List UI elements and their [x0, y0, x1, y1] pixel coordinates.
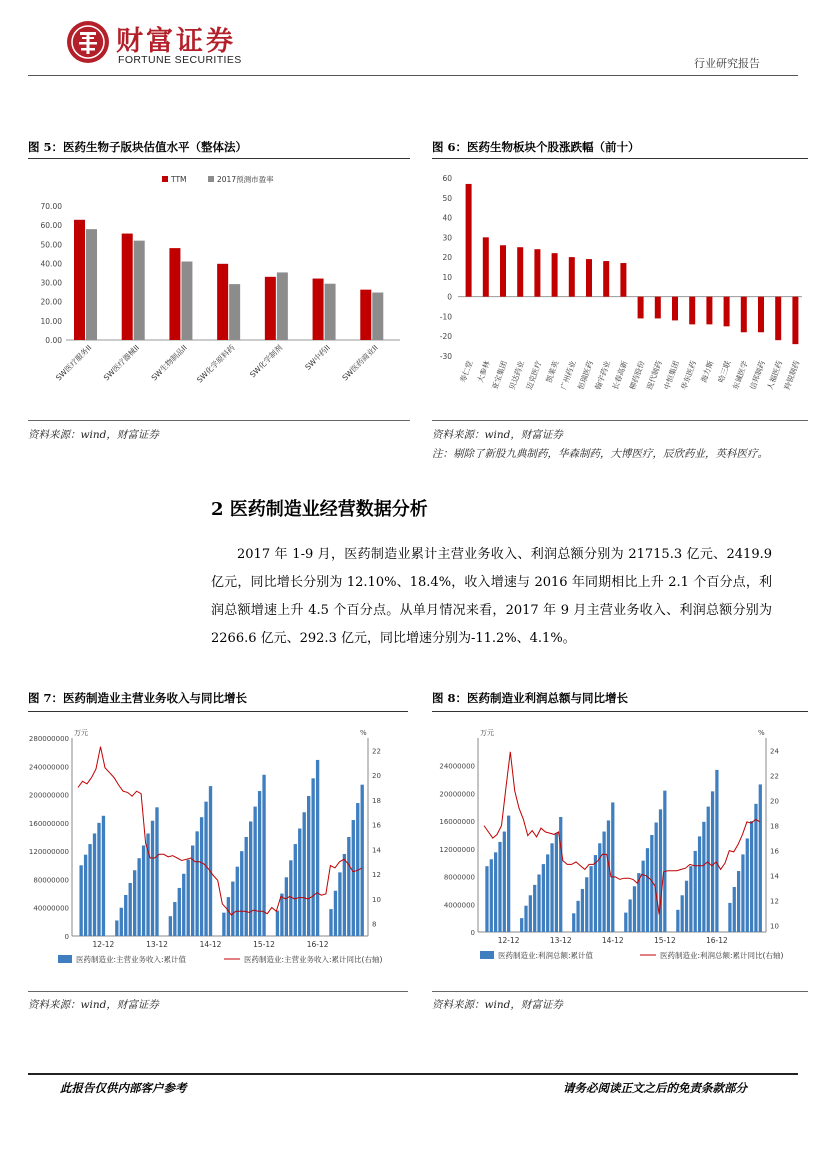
fig8-bar: [633, 886, 636, 932]
fig8-bar: [581, 889, 584, 932]
fig8-legend-bar: 医药制造业:利润总额:累计值: [498, 951, 594, 960]
fig8-growth-line: [484, 752, 760, 915]
fig5-bar-forecast: [181, 262, 192, 340]
fig8-bar: [728, 903, 731, 932]
fig6-bar: [534, 249, 540, 296]
fig8-right-tick: 10: [770, 922, 779, 931]
fig6-y-tick: 10: [442, 272, 452, 282]
fig6-x-label: 中恒集团: [662, 359, 681, 391]
fig8-x-label: 13-12: [549, 936, 572, 945]
fig8-bar: [646, 848, 649, 932]
fig7-bar: [178, 888, 181, 936]
fig6-x-label: 翰宇药业: [593, 359, 613, 391]
fig6-bar: [758, 297, 764, 333]
fig7-bar: [253, 807, 256, 936]
fig5-bar-forecast: [372, 293, 383, 340]
fig8-chart: [432, 724, 808, 990]
fig5-x-label: SW中药II: [303, 343, 332, 372]
fig8-bar: [542, 864, 545, 932]
fig6-y-tick: 30: [442, 233, 452, 243]
fig6-y-tick: 60: [442, 174, 452, 183]
fig7-bar: [347, 837, 350, 936]
fig6-bar: [569, 257, 575, 297]
fig8-bar: [681, 895, 684, 932]
fig6-x-label: 凯莱英: [544, 359, 561, 384]
fig6-bar: [620, 263, 626, 297]
fig5-bar-forecast: [325, 284, 336, 340]
fig6-bar: [775, 297, 781, 341]
fig6-title: 图 6：医药生物板块个股涨跌幅（前十）: [432, 140, 640, 154]
fig8-bar: [589, 866, 592, 932]
fig8-bar: [546, 854, 549, 932]
fig6-x-label: 海力斯: [699, 359, 716, 384]
fig7-right-tick: 8: [372, 920, 377, 929]
fig8-right-tick: 16: [770, 847, 779, 856]
fig5-bar-forecast: [277, 272, 288, 340]
fig7-bar: [316, 760, 319, 936]
fig8-bar: [559, 817, 562, 932]
fig7-bar: [240, 851, 243, 936]
fig6-bar: [466, 184, 472, 297]
fig7-bar: [236, 867, 239, 936]
fig6-x-label: 大参林: [475, 359, 492, 384]
fig6-x-label: 东诚医学: [730, 359, 750, 391]
fig8-bar: [624, 913, 627, 932]
fig7-bottom-rule: [28, 991, 408, 992]
fig8-right-tick: 12: [770, 897, 779, 906]
fig7-bar: [187, 860, 190, 936]
fig5-x-label: SW医疗服务II: [54, 343, 94, 383]
fig7-bar: [249, 821, 252, 936]
fig8-bar: [707, 807, 710, 932]
fig5-y-tick: 50.00: [40, 240, 62, 250]
fig7-left-tick: 240000000: [28, 763, 69, 772]
fig6-x-label: 亚宝集团: [490, 359, 509, 391]
fig6-x-label: 柳药股份: [627, 359, 647, 391]
fig8-bar: [702, 822, 705, 932]
fig6-bar: [724, 297, 730, 327]
fig7-bar: [289, 860, 292, 936]
fig7-x-label: 12-12: [92, 940, 115, 949]
fig7-bar: [129, 883, 132, 936]
fig7-left-unit: 万元: [74, 729, 88, 737]
fig8-bar: [741, 854, 744, 932]
logo-chinese-name: 财富证券: [116, 26, 236, 57]
fig7-bar: [142, 845, 145, 936]
fig8-bar: [754, 804, 757, 932]
fig6-x-label: 广州药业: [558, 359, 578, 391]
fig5-bar-ttm: [265, 277, 276, 340]
fig8-left-tick: 16000000: [439, 818, 475, 827]
fig8-bar: [629, 899, 632, 932]
fig7-right-tick: 10: [372, 895, 381, 904]
fig6-note: 注：剔除了新股九典制药，华森制药，大博医疗，辰欣药业，英科医疗。: [432, 448, 768, 460]
fig5-bar-ttm: [169, 248, 180, 340]
fig5-y-tick: 40.00: [40, 259, 62, 269]
fig8-bar: [737, 871, 740, 932]
fig5-y-tick: 10.00: [40, 316, 62, 326]
fig5-legend-swatch-ttm: [162, 176, 168, 182]
fig8-bar: [715, 770, 718, 932]
fig5-y-tick: 60.00: [40, 221, 62, 231]
fig7-right-tick: 22: [372, 747, 381, 756]
fig8-left-tick: 4000000: [443, 901, 475, 910]
report-type: 行业研究报告: [694, 57, 760, 70]
fig8-x-label: 16-12: [706, 936, 728, 945]
fig7-bar: [311, 778, 314, 936]
fig6-bar: [706, 297, 712, 325]
fig7-bar: [343, 854, 346, 936]
fig6-bar: [689, 297, 695, 325]
fig5-x-label: SW化学制剂: [248, 343, 285, 380]
fig5-bottom-rule: [28, 420, 410, 421]
fig8-x-label: 15-12: [653, 936, 676, 945]
fig7-right-tick: 14: [372, 846, 381, 855]
fig7-chart: [28, 724, 408, 990]
fig8-bar: [663, 791, 666, 932]
fig8-bar: [555, 833, 558, 932]
fig8-bar: [529, 895, 532, 932]
fig8-bar: [507, 816, 510, 932]
fig6-x-label: 现代制药: [644, 359, 664, 391]
fig6-source: 资料来源：wind，财富证券: [432, 429, 563, 441]
fig5-bar-forecast: [86, 229, 97, 340]
fig8-bar: [602, 832, 605, 932]
fig6-y-tick: -20: [439, 332, 452, 342]
fig5-bar-ttm: [74, 220, 85, 340]
fig6-y-tick: 50: [442, 193, 452, 203]
footer-left: 此报告仅供内部客户参考: [60, 1081, 187, 1095]
fig6-bar: [603, 261, 609, 297]
fig5-source: 资料来源：wind，财富证券: [28, 429, 159, 441]
fig6-x-label: 迈克医疗: [524, 359, 544, 391]
fig7-bar: [173, 902, 176, 936]
header-divider: [28, 75, 798, 76]
fig6-bar: [638, 297, 644, 319]
fig7-bar: [209, 786, 212, 936]
fig5-x-label: SW生物制品II: [149, 343, 189, 383]
fig7-bar: [155, 807, 158, 936]
fig7-left-tick: 280000000: [28, 735, 69, 743]
fig6-x-label: 人福医药: [765, 359, 785, 391]
fig8-bar: [611, 802, 614, 932]
fig8-bar: [494, 852, 497, 932]
fig7-legend-line: 医药制造业:主营业务收入:累计同比(右轴): [244, 955, 383, 964]
fig6-x-label: 恒瑞医药: [576, 359, 595, 391]
fig7-left-tick: 160000000: [28, 819, 69, 828]
fig7-left-tick: 200000000: [28, 791, 69, 800]
fig5-bar-forecast: [229, 284, 240, 340]
fig7-bar: [137, 858, 140, 936]
fig7-bar: [303, 812, 306, 936]
fig6-x-label: 华东医药: [679, 359, 699, 391]
fig6-bar: [655, 297, 661, 319]
fig8-left-tick: 8000000: [443, 873, 475, 882]
fig7-right-tick: 16: [372, 821, 381, 830]
fig5-title: 图 5：医药生物子版块估值水平（整体法）: [28, 140, 248, 154]
fig6-y-tick: 0: [447, 292, 452, 302]
fig8-bar: [694, 851, 697, 932]
fig7-x-label: 13-12: [146, 940, 168, 949]
fig7-bar: [276, 911, 279, 936]
fig7-bar: [200, 817, 203, 936]
logo-emblem-icon: [66, 20, 110, 64]
fig8-left-tick: 20000000: [439, 790, 475, 799]
fig6-bar: [500, 245, 506, 296]
fig7-bar: [307, 796, 310, 936]
fig8-bar: [594, 855, 597, 932]
fig5-bar-ttm: [217, 264, 228, 340]
fig7-bar: [133, 870, 136, 936]
fig8-bar: [520, 918, 523, 932]
fig6-x-label: 长春高新: [610, 359, 630, 391]
fig7-bar: [102, 816, 105, 936]
fig7-legend-bar: 医药制造业:主营业务收入:累计值: [76, 955, 187, 964]
fig7-left-tick: 40000000: [33, 904, 69, 913]
fig6-x-label: 羚锐制药: [782, 359, 802, 391]
fig5-bar-ttm: [313, 279, 324, 340]
fig7-right-tick: 20: [372, 772, 381, 781]
fig7-source: 资料来源：wind，财富证券: [28, 999, 159, 1011]
fig8-legend-bar-swatch: [480, 951, 494, 959]
fig7-bar: [361, 785, 364, 936]
fig7-bar: [88, 844, 91, 936]
fig8-bar: [698, 836, 701, 932]
fig8-right-tick: 18: [770, 822, 779, 831]
fig7-bar: [352, 820, 355, 936]
fig7-bar: [84, 855, 87, 936]
fig5-x-label: SW医药商业II: [340, 343, 380, 383]
fig7-bar: [258, 791, 261, 936]
fig8-right-tick: 24: [770, 747, 779, 756]
fig8-bar: [711, 791, 714, 932]
fig6-x-label: 哈三联: [716, 359, 733, 384]
logo-english-name: FORTUNE SECURITIES: [118, 54, 242, 66]
fig7-bar: [169, 916, 172, 936]
fig6-title-rule: [432, 158, 808, 159]
fig5-bar-ttm: [122, 234, 133, 340]
fig7-x-label: 16-12: [306, 940, 329, 949]
fig7-bar: [124, 895, 127, 936]
fig8-bar: [585, 877, 588, 932]
fig8-bar: [576, 901, 579, 932]
fig6-x-label: 贝达药业: [507, 359, 527, 391]
fig6-y-tick: -30: [439, 352, 452, 361]
fig7-bar: [298, 829, 301, 936]
fig8-bar: [485, 866, 488, 932]
fig7-bar: [182, 874, 185, 936]
fig8-title-rule: [432, 711, 808, 712]
fig7-bar: [285, 877, 288, 936]
fig7-x-label: 15-12: [253, 940, 275, 949]
fig8-bar: [537, 874, 540, 932]
fig7-right-tick: 18: [372, 796, 381, 805]
fig6-y-tick: 20: [442, 253, 452, 263]
fig7-bar: [245, 837, 248, 936]
fig6-bar: [483, 237, 489, 296]
fig5-legend-swatch-forecast: [208, 176, 214, 182]
fig8-bar: [733, 887, 736, 932]
fig8-bar: [759, 784, 762, 932]
fig6-bar: [586, 259, 592, 297]
fig8-right-tick: 14: [770, 872, 779, 881]
fig6-y-tick: 40: [442, 213, 452, 223]
fig7-bar: [329, 909, 332, 936]
fig8-right-unit: %: [758, 729, 765, 737]
fig8-bar: [498, 842, 501, 932]
fig7-title-rule: [28, 711, 408, 712]
fig8-left-tick: 0: [470, 929, 475, 937]
fig5-bar-ttm: [360, 290, 371, 340]
fig6-bottom-rule: [432, 420, 808, 421]
fig7-bar: [280, 894, 283, 936]
fig8-bar: [655, 823, 658, 932]
fig5-bar-forecast: [134, 241, 145, 340]
fig6-bar: [792, 297, 798, 344]
fig5-y-tick: 70.00: [40, 202, 62, 211]
fig7-bar: [97, 823, 100, 936]
fig8-bar: [642, 861, 645, 932]
fig8-bar: [607, 820, 610, 932]
fig8-bar: [676, 910, 679, 932]
fig7-bar: [115, 920, 118, 936]
fig8-bar: [524, 906, 527, 932]
fig6-x-label: 寿仁堂: [458, 359, 475, 384]
fig7-bar: [334, 891, 337, 936]
fig7-x-label: 14-12: [199, 940, 222, 949]
fig7-left-tick: 120000000: [28, 848, 69, 857]
fig7-bar: [204, 802, 207, 936]
fig8-bar: [572, 913, 575, 932]
fig7-bar: [120, 908, 123, 936]
fig7-bar: [294, 844, 297, 936]
fig6-x-label: 信邦制药: [748, 359, 767, 391]
fig7-bar: [79, 865, 82, 936]
fig7-bar: [231, 882, 234, 936]
company-logo: [66, 20, 110, 64]
fig8-legend-line: 医药制造业:利润总额:累计同比(右轴): [660, 951, 784, 960]
fig8-source: 资料来源：wind，财富证券: [432, 999, 563, 1011]
fig8-bar: [503, 832, 506, 932]
fig7-left-tick: 80000000: [33, 876, 69, 885]
fig8-bar: [533, 885, 536, 932]
fig7-right-unit: %: [360, 729, 367, 737]
fig8-bar: [685, 881, 688, 932]
fig7-bar: [227, 897, 230, 936]
fig5-x-label: SW医疗器械II: [101, 343, 142, 383]
fig8-title: 图 8：医药制造业利润总额与同比增长: [432, 691, 629, 705]
fig5-legend-ttm: TTM: [171, 175, 187, 184]
fig6-chart: [432, 162, 808, 420]
fig5-y-tick: 30.00: [40, 278, 62, 288]
fig7-growth-line: [78, 747, 362, 915]
fig5-y-tick: 0.00: [45, 336, 62, 345]
fig5-legend-forecast: 2017预测市盈率: [217, 175, 274, 184]
fig8-bar: [490, 859, 493, 932]
fig8-left-unit: 万元: [480, 729, 494, 737]
fig8-bar: [746, 838, 749, 932]
fig7-bar: [151, 821, 154, 936]
fig8-bar: [550, 843, 553, 932]
fig8-bottom-rule: [432, 991, 808, 992]
fig6-bar: [741, 297, 747, 333]
section-heading: 2 医药制造业经营数据分析: [211, 499, 428, 520]
fig7-bar: [222, 913, 225, 936]
fig8-x-label: 12-12: [497, 936, 520, 945]
fig8-right-tick: 22: [770, 772, 779, 781]
fig7-title: 图 7：医药制造业主营业务收入与同比增长: [28, 691, 248, 705]
fig5-y-tick: 20.00: [40, 297, 62, 307]
fig5-chart: [28, 162, 410, 420]
fig7-left-tick: 0: [64, 933, 69, 941]
fig7-bar: [93, 833, 96, 936]
fig7-legend-bar-swatch: [58, 955, 72, 963]
fig8-left-tick: 24000000: [439, 762, 475, 771]
fig8-bar: [750, 821, 753, 932]
fig7-bar: [338, 872, 341, 936]
fig6-bar: [517, 247, 523, 296]
footer-divider: [28, 1073, 798, 1075]
fig8-left-tick: 12000000: [439, 845, 475, 854]
fig6-y-tick: -10: [439, 312, 452, 322]
fig5-title-rule: [28, 158, 410, 159]
fig8-bar: [689, 866, 692, 932]
fig6-bar: [672, 297, 678, 321]
fig7-right-tick: 12: [372, 871, 381, 880]
footer-right: 请务必阅读正文之后的免责条款部分: [563, 1081, 747, 1095]
section-paragraph: 2017 年 1-9 月，医药制造业累计主营业务收入、利润总额分别为 21715.3 亿元、2419.9 亿元，同比增长分别为 12.10%、18.4%，收入增速与 2016 年同期相比上升 2.1 个百分点，利润总额增速上升 4.5 个百分点。从单月情况来看，2017 年 9 月主营业务收入、利润总额分别为 2266.6 亿元、292.3 亿元，同比增速分别为-11.2%、4.1%。: [211, 547, 772, 646]
fig8-right-tick: 20: [770, 797, 779, 806]
fig6-bar: [552, 253, 558, 297]
fig5-x-label: SW化学原料药: [195, 343, 237, 385]
fig8-x-label: 14-12: [601, 936, 624, 945]
fig7-bar: [195, 831, 198, 936]
